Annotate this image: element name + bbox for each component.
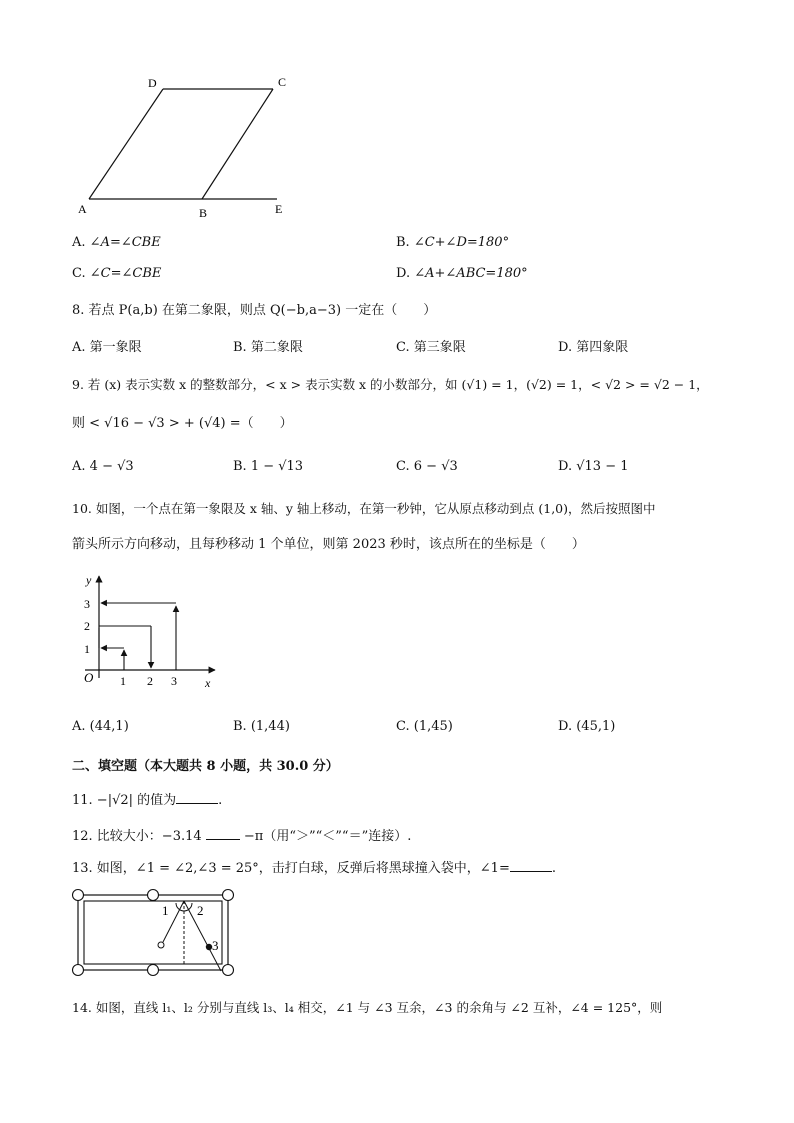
option-text: (44,1) xyxy=(89,719,129,734)
option-letter: B. xyxy=(233,719,247,734)
option-text: 第四象限 xyxy=(576,340,629,355)
q13-answer-blank[interactable] xyxy=(510,858,552,872)
option-text: 1 − √13 xyxy=(250,459,304,474)
option-letter: C. xyxy=(396,459,410,474)
option-text: ∠C+∠D=180° xyxy=(413,235,510,250)
label-C: C xyxy=(278,75,287,89)
y-axis-label: y xyxy=(86,573,92,587)
option-letter: D. xyxy=(558,459,573,474)
q7-parallelogram-figure xyxy=(70,70,300,225)
option-letter: B. xyxy=(233,459,247,474)
x-tick-2: 2 xyxy=(147,674,153,688)
q7-option-d[interactable] xyxy=(396,265,528,283)
q8-option-d[interactable] xyxy=(558,339,628,357)
q12-end: −π（用“＞”“＜”“＝”连接）. xyxy=(239,829,412,844)
section-heading: 二、填空题（本大题共 8 小题，共 30.0 分） xyxy=(72,759,339,774)
y-tick-1: 1 xyxy=(84,642,90,656)
q11 xyxy=(72,790,222,810)
option-letter: A. xyxy=(72,235,86,250)
q10-option-a[interactable] xyxy=(72,718,129,736)
q8-option-b[interactable] xyxy=(233,339,303,357)
pocket-bottom-right xyxy=(223,965,234,976)
x-tick-1: 1 xyxy=(120,674,126,688)
q13-stem: 13. 如图，∠1 = ∠2,∠3 = 25°，击打白球，反弹后将黑球撞入袋中，∠1= xyxy=(72,861,510,876)
x-axis-label: x xyxy=(205,676,211,690)
origin-label: O xyxy=(84,670,94,685)
option-text: √13 − 1 xyxy=(576,459,629,474)
angle-label-3: 3 xyxy=(212,938,219,953)
q13-billiard-table-figure xyxy=(68,885,238,980)
q9-option-a[interactable] xyxy=(72,458,134,476)
pocket-top-mid xyxy=(148,890,159,901)
option-letter: A. xyxy=(72,719,86,734)
label-A: A xyxy=(78,202,87,216)
q7-option-a[interactable] xyxy=(72,234,161,252)
option-text: 6 − √3 xyxy=(413,459,458,474)
q7-option-c[interactable] xyxy=(72,265,161,283)
option-text: 第二象限 xyxy=(250,340,303,355)
option-letter: A. xyxy=(72,340,86,355)
option-letter: D. xyxy=(396,266,411,281)
option-text: (1,45) xyxy=(413,719,453,734)
q10-option-c[interactable] xyxy=(396,718,453,736)
y-tick-3: 3 xyxy=(84,597,90,611)
q13-end: . xyxy=(551,861,556,876)
q10-option-d[interactable] xyxy=(558,718,615,736)
option-letter: B. xyxy=(233,340,247,355)
option-letter: C. xyxy=(396,719,410,734)
option-letter: C. xyxy=(72,266,86,281)
option-letter: D. xyxy=(558,719,573,734)
label-D: D xyxy=(148,76,157,90)
x-tick-3: 3 xyxy=(171,674,177,688)
q7-option-b[interactable] xyxy=(396,234,509,252)
q9-stem-line1: 9. 若 (x) 表示实数 x 的整数部分，< x > 表示实数 x 的小数部分，如 (√1) = 1，(√2) = 1，< √2 > = √2 − 1， xyxy=(72,377,709,392)
pocket-bottom-left xyxy=(73,965,84,976)
angle-label-1: 1 xyxy=(162,903,169,918)
option-text: ∠A+∠ABC=180° xyxy=(414,266,528,281)
q9-option-b[interactable] xyxy=(233,458,303,476)
angle-label-2: 2 xyxy=(197,903,204,918)
q11-end: . xyxy=(218,793,223,808)
white-ball xyxy=(158,942,164,948)
option-text: ∠A=∠CBE xyxy=(89,235,161,250)
q9-option-c[interactable] xyxy=(396,458,458,476)
q9-stem-line2: 则 < √16 − √3 > + (√4) =（ ） xyxy=(72,416,293,431)
q10-stem-line2: 箭头所示方向移动，且每秒移动 1 个单位，则第 2023 秒时，该点所在的坐标是（ ） xyxy=(72,537,585,552)
q10-path-figure xyxy=(75,568,225,693)
q12 xyxy=(72,826,411,846)
q14-stem: 14. 如图，直线 l₁、l₂ 分别与直线 l₃、l₄ 相交，∠1 与 ∠3 互余，∠3 的余角与 ∠2 互补，∠4 = 125°，则 xyxy=(72,1000,663,1015)
option-text: ∠C=∠CBE xyxy=(89,266,162,281)
q13 xyxy=(72,858,556,878)
q11-stem: 11. −|√2| 的值为 xyxy=(72,793,177,808)
option-text: (45,1) xyxy=(576,719,616,734)
option-text: 第三象限 xyxy=(413,340,466,355)
y-tick-2: 2 xyxy=(84,619,90,633)
q12-stem: 12. 比较大小：−3.14 xyxy=(72,829,206,844)
pocket-top-right xyxy=(223,890,234,901)
option-letter: A. xyxy=(72,459,86,474)
option-letter: B. xyxy=(396,235,410,250)
option-letter: C. xyxy=(396,340,410,355)
q8-stem: 8. 若点 P(a,b) 在第二象限，则点 Q(−b,a−3) 一定在（ ） xyxy=(72,303,437,318)
label-B: B xyxy=(199,206,208,220)
option-text: 4 − √3 xyxy=(89,459,134,474)
side-cb xyxy=(202,89,273,199)
pocket-bottom-mid xyxy=(148,965,159,976)
pocket-top-left xyxy=(73,890,84,901)
q11-answer-blank[interactable] xyxy=(176,790,218,804)
q9-option-d[interactable] xyxy=(558,458,629,476)
option-letter: D. xyxy=(558,340,573,355)
option-text: 第一象限 xyxy=(89,340,142,355)
q10-option-b[interactable] xyxy=(233,718,290,736)
side-ad xyxy=(89,89,163,199)
option-text: (1,44) xyxy=(250,719,290,734)
q8-option-c[interactable] xyxy=(396,339,466,357)
q10-stem-line1: 10. 如图，一个点在第一象限及 x 轴、y 轴上移动，在第一秒钟，它从原点移动到点 (1,0)，然后按照图中 xyxy=(72,501,656,516)
label-E: E xyxy=(275,202,283,216)
q8-option-a[interactable] xyxy=(72,339,142,357)
table-outer-rail xyxy=(78,895,228,970)
q12-answer-blank[interactable] xyxy=(206,826,240,840)
